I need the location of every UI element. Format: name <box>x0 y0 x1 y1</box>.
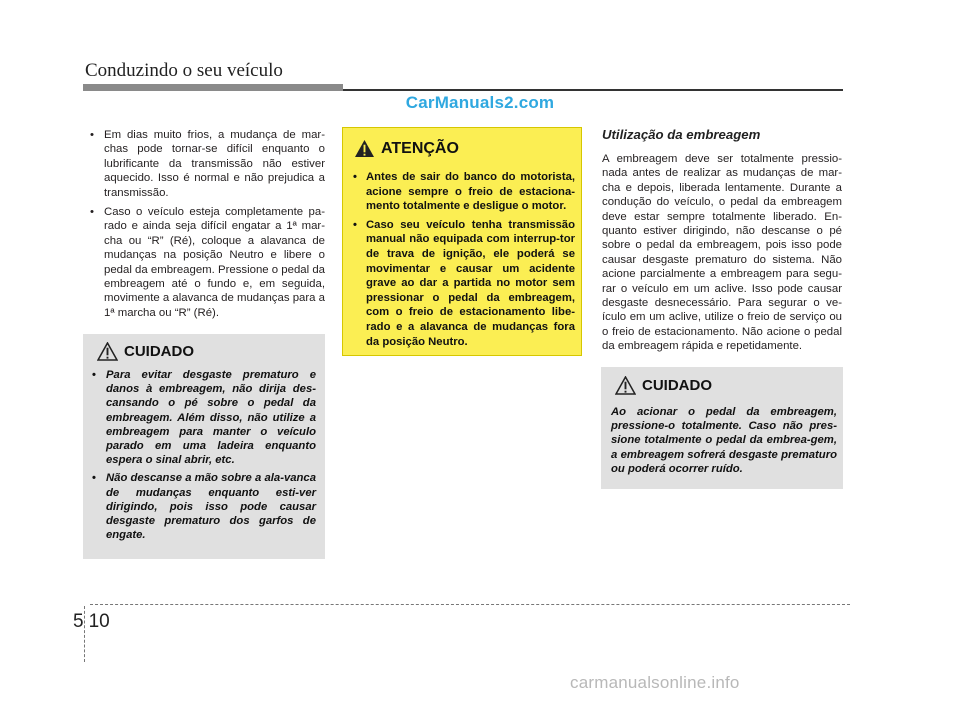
watermark-bottom: carmanualsonline.info <box>570 673 740 692</box>
column-right-paragraph: A embreagem deve ser totalmente pressio-nada antes de realizar as mudanças de mar-cha e depois, liberada lentamente. Durante a condução do veículo, o pedal da embreagem deve estar sempre totalmente liberado. En-quanto estiver dirigindo, não descanse o pé sobre o pedal da embreagem, pois isso pode causar desgaste prematuro do sistema. Não acione parcialmente a embreagem para segu-rar o veículo em um aclive. Isso pode causar desgaste desnecessário. Para segurar o ve-ículo em um aclive, utilize o freio de serviço ou o freio de estacionamento. Não acione o pedal da embreagem rápida e repetidamente. <box>602 153 842 353</box>
warning-list-item: • Caso seu veículo tenha transmissão manual não equipada com interrup-tor de trava de ignição, ele poderá se movimentar e causar um acidente grave ao dar a partida no motor sem pressionar o pedal da embreagem, com o freio de estacionamento libe-rado e a alavanca de mudanças fora da posição Neutro. <box>353 218 575 349</box>
warning-triangle-icon <box>354 139 375 158</box>
list-item: • Caso o veículo esteja completamente pa-rado e ainda seja difícil engatar a 1ª mar-cha ou “R” (Ré), coloque a alavanca de mudanças na posição Neutro e libere o pedal da embreagem. Pressione o pedal da embreagem até o fundo e, em seguida, movimente a alavanca de mudanças para a 1ª marcha ou “R” (Ré). <box>92 205 325 320</box>
caution-box-left <box>83 334 325 559</box>
caution-title <box>97 342 194 361</box>
caution-list-item: • Para evitar desgaste prematuro e danos à embreagem, não dirija des-cansando o pé sobre o pedal da embreagem. Além disso, não utilize a embreagem para manter o veículo parado em uma ladeira enquanto espera o sinal abrir, etc. <box>91 368 316 467</box>
caution-title-label: CUIDADO <box>124 343 194 360</box>
list-item: • Em dias muito frios, a mudança de mar-chas pode tornar-se difícil enquanto o lubrificante da transmissão não estiver aquecido. Isso é normal e não prejudica a transmissão. <box>92 128 325 200</box>
page-header-title: Conduzindo o seu veículo <box>85 60 283 81</box>
warning-box <box>342 127 582 356</box>
warning-list-item: • Antes de sair do banco do motorista, acione sempre o freio de estaciona-mento totalmente e desligue o motor. <box>353 170 575 214</box>
caution-box-right <box>601 367 843 489</box>
header-rule-thick <box>83 84 343 91</box>
section-heading: Utilização da embreagem <box>602 127 761 142</box>
caution-title <box>615 376 712 395</box>
watermark-top: CarManuals2.com <box>405 93 555 112</box>
page-number-value: 10 <box>88 611 110 632</box>
footer-rule <box>90 604 850 605</box>
caution-title-label: CUIDADO <box>642 377 712 394</box>
warning-triangle-icon <box>615 376 636 395</box>
header-rule-thin <box>343 89 843 91</box>
warning-title-label: ATENÇÃO <box>381 139 459 157</box>
caution-list-item: • Não descanse a mão sobre a ala-vanca de mudanças enquanto esti-ver dirigindo, pois isso pode causar desgaste prematuro dos garfos de engate. <box>91 471 316 542</box>
section-number: 5 <box>73 611 84 632</box>
column-left-text <box>92 128 325 325</box>
warning-title <box>354 139 459 158</box>
warning-triangle-icon <box>97 342 118 361</box>
caution-text: Ao acionar o pedal da embreagem, pressione-o totalmente. Caso não pres-sione totalmente o pedal da embrea-gem, a embreagem sofrerá desgaste prematuro ou poderá ocorrer ruído. <box>611 406 837 475</box>
page-number <box>73 611 110 633</box>
